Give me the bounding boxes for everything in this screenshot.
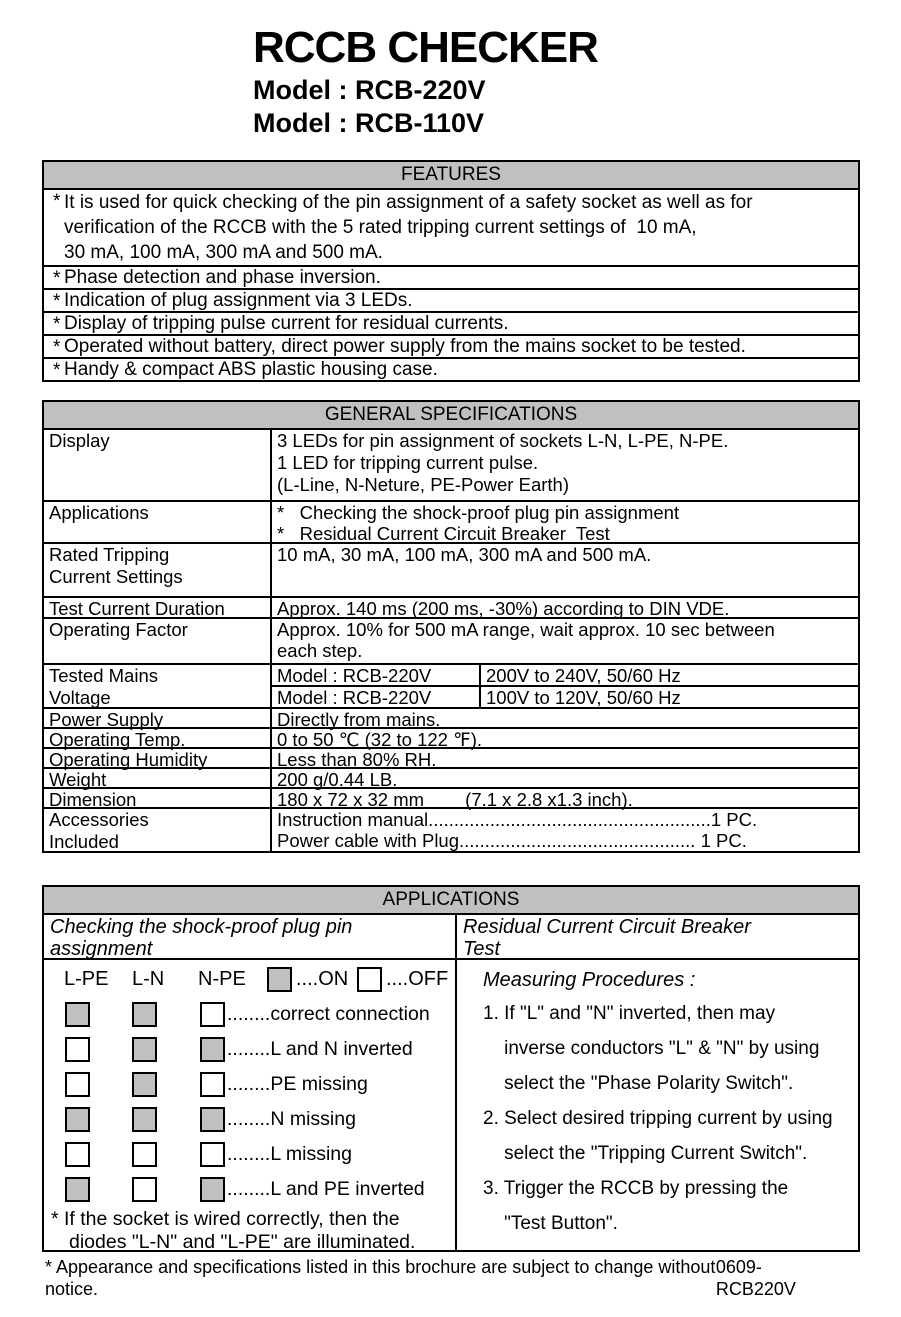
feature-text: Handy & compact ABS plastic housing case.: [64, 359, 438, 380]
legend-on-box: [267, 967, 292, 992]
led-box-l-pe: [65, 1037, 90, 1062]
feature-item: [44, 288, 858, 311]
mains-voltage-range: 200V to 240V, 50/60 Hz: [486, 665, 681, 686]
plug-check-panel: [44, 960, 457, 1253]
doc-code: 0609-RCB220V: [715, 1257, 796, 1299]
general-specifications-table: [42, 400, 860, 853]
led-legend-row: [44, 967, 455, 992]
mains-voltage-range: 100V to 120V, 50/60 Hz: [486, 687, 681, 708]
title-block: [253, 22, 598, 140]
spec-row-tested-mains-voltage: [44, 663, 858, 707]
feature-text: Phase detection and phase inversion.: [64, 267, 381, 288]
feature-text: 30 mA, 100 mA, 300 mA and 500 mA.: [64, 242, 383, 263]
spec-label: Display: [44, 430, 272, 500]
led-box-n-pe: [200, 1002, 225, 1027]
spec-row-applications: [44, 500, 858, 542]
spec-label: Tested Mains Voltage: [44, 665, 272, 707]
footnote-line: diodes "L-N" and "L-PE" are illuminated.: [69, 1231, 416, 1253]
spec-value: 200 g/0.44 LB.: [277, 769, 398, 790]
spec-value: Less than 80% RH.: [277, 749, 437, 770]
features-table: [42, 160, 860, 382]
led-box-l-pe: [65, 1107, 90, 1132]
led-box-l-n: [132, 1002, 157, 1027]
procedure-step-line: "Test Button".: [483, 1213, 618, 1234]
led-row-label: ........correct connection: [227, 1003, 430, 1025]
feature-text: Indication of plug assignment via 3 LEDs.: [64, 290, 413, 311]
led-row-label: ........L and PE inverted: [227, 1178, 425, 1200]
spec-label: Dimension: [44, 789, 272, 807]
footnote-line: * If the socket is wired correctly, then the: [51, 1208, 400, 1230]
spec-row-rated-tripping: [44, 542, 858, 596]
spec-row-operating-temp: [44, 727, 858, 750]
bullet: *: [53, 291, 61, 312]
feature-text: verification of the RCCB with the 5 rated tripping current settings of 10 mA,: [64, 217, 697, 238]
spec-value: 0 to 50 ℃ (32 to 122 ℉).: [277, 729, 482, 750]
procedures-heading: Measuring Procedures :: [483, 969, 696, 991]
feature-text: Operated without battery, direct power supply from the mains socket to be tested.: [64, 336, 746, 357]
spec-label: Operating Factor: [44, 619, 272, 663]
spec-row-operating-humidity: [44, 747, 858, 770]
led-row-label: ........L and N inverted: [227, 1038, 413, 1060]
mains-model: Model : RCB-220V: [272, 665, 481, 685]
procedure-step-line: select the "Phase Polarity Switch".: [483, 1073, 794, 1094]
spec-row-display: [44, 428, 858, 500]
led-box-n-pe: [200, 1107, 225, 1132]
feature-item: [44, 188, 858, 265]
led-matrix-row: [44, 1107, 455, 1132]
legend-on-label: ....ON: [296, 968, 349, 990]
spec-label: Operating Temp.: [44, 729, 272, 747]
mains-voltage-row: [272, 687, 858, 708]
legend-off-box: [357, 967, 382, 992]
spec-label: Test Current Duration: [44, 598, 272, 617]
feature-item: [44, 265, 858, 288]
led-box-l-n: [132, 1142, 157, 1167]
led-matrix-row: [44, 1037, 455, 1062]
legend-off-label: ....OFF: [386, 968, 449, 990]
applications-section-header: APPLICATIONS: [44, 887, 858, 913]
spec-value: 3 LEDs for pin assignment of sockets L-N, L-PE, N-PE. 1 LED for tripping current pulse. (L-Line, N-Neture, PE-Power Earth): [277, 430, 729, 495]
mains-model: Model : RCB-220V: [272, 687, 481, 708]
spec-value: Approx. 140 ms (200 ms, -30%) according to DIN VDE.: [277, 598, 730, 619]
column-label-l-n: L-N: [132, 968, 165, 990]
spec-row-test-current-duration: [44, 596, 858, 617]
spec-label: Applications: [44, 502, 272, 542]
mains-voltage-row: [272, 665, 858, 687]
spec-value: 180 x 72 x 32 mm (7.1 x 2.8 x1.3 inch).: [277, 789, 633, 810]
bullet: *: [53, 337, 61, 358]
led-box-n-pe: [200, 1072, 225, 1097]
procedure-step-line: select the "Tripping Current Switch".: [483, 1143, 808, 1164]
spec-value: 10 mA, 30 mA, 100 mA, 300 mA and 500 mA.: [277, 544, 652, 565]
led-box-n-pe: [200, 1037, 225, 1062]
led-box-l-n: [132, 1037, 157, 1062]
spec-value: Directly from mains.: [277, 709, 441, 730]
feature-item: [44, 357, 858, 380]
led-box-l-n: [132, 1072, 157, 1097]
led-box-n-pe: [200, 1177, 225, 1202]
model-line-110v: Model : RCB-110V: [253, 108, 485, 138]
spec-row-weight: [44, 767, 858, 790]
model-line-220v: Model : RCB-220V: [253, 75, 486, 105]
led-box-n-pe: [200, 1142, 225, 1167]
column-label-n-pe: N-PE: [198, 968, 246, 990]
wiring-footnote: [44, 1208, 455, 1254]
led-box-l-n: [132, 1107, 157, 1132]
spec-value: Instruction manual.......................................................1 PC. Power cable with Plug.............................................. 1 PC.: [277, 809, 758, 851]
specs-section-header: GENERAL SPECIFICATIONS: [44, 402, 858, 428]
procedure-step-line: 3. Trigger the RCCB by pressing the: [483, 1178, 789, 1199]
feature-item: [44, 334, 858, 357]
spec-value: * Checking the shock-proof plug pin assignment * Residual Current Circuit Breaker Test: [277, 502, 680, 544]
spec-label: Power Supply: [44, 709, 272, 727]
footer: [45, 1256, 845, 1300]
applications-body: [44, 958, 858, 1253]
feature-text: It is used for quick checking of the pin assignment of a safety socket as well as for: [64, 192, 753, 213]
led-matrix-row: [44, 1072, 455, 1097]
led-box-l-pe: [65, 1002, 90, 1027]
bullet: *: [53, 268, 61, 289]
plug-check-title: Checking the shock-proof plug pin assignment: [44, 915, 457, 958]
applications-subtitles: [44, 913, 858, 958]
rccb-test-title: Residual Current Circuit Breaker Test: [463, 916, 751, 960]
led-box-l-pe: [65, 1177, 90, 1202]
bullet: *: [53, 314, 61, 335]
procedure-step-line: inverse conductors "L" & "N" by using: [483, 1038, 820, 1059]
led-matrix-row: [44, 1142, 455, 1167]
led-box-l-n: [132, 1177, 157, 1202]
bullet: *: [53, 191, 61, 212]
footer-note: * Appearance and specifications listed in this brochure are subject to change without notice.: [45, 1257, 716, 1299]
led-matrix-row: [44, 1177, 455, 1202]
features-section-header: FEATURES: [44, 162, 858, 188]
spec-value: [272, 665, 858, 707]
spec-label: Weight: [44, 769, 272, 787]
spec-row-dimension: [44, 787, 858, 810]
spec-value: Approx. 10% for 500 mA range, wait approx. 10 sec between each step.: [277, 619, 775, 661]
spec-row-accessories: [44, 807, 858, 851]
spec-row-power-supply: [44, 707, 858, 730]
led-box-l-pe: [65, 1142, 90, 1167]
led-box-l-pe: [65, 1072, 90, 1097]
procedure-step-line: 1. If "L" and "N" inverted, then may: [483, 1003, 776, 1024]
procedure-step-line: 2. Select desired tripping current by using: [483, 1108, 833, 1129]
feature-item: [44, 311, 858, 334]
led-row-label: ........N missing: [227, 1108, 356, 1130]
applications-table: [42, 885, 860, 1252]
measuring-procedures-panel: [457, 960, 858, 1250]
spec-label: Rated Tripping Current Settings: [44, 544, 272, 596]
spec-row-operating-factor: [44, 617, 858, 663]
spec-label: Operating Humidity: [44, 749, 272, 767]
led-matrix-row: [44, 1002, 455, 1027]
page-title: RCCB CHECKER: [253, 23, 598, 72]
led-row-label: ........L missing: [227, 1143, 352, 1165]
bullet: *: [53, 360, 61, 381]
column-label-l-pe: L-PE: [64, 968, 109, 990]
spec-label: Accessories Included: [44, 809, 272, 851]
led-row-label: ........PE missing: [227, 1073, 368, 1095]
feature-text: Display of tripping pulse current for residual currents.: [64, 313, 509, 334]
